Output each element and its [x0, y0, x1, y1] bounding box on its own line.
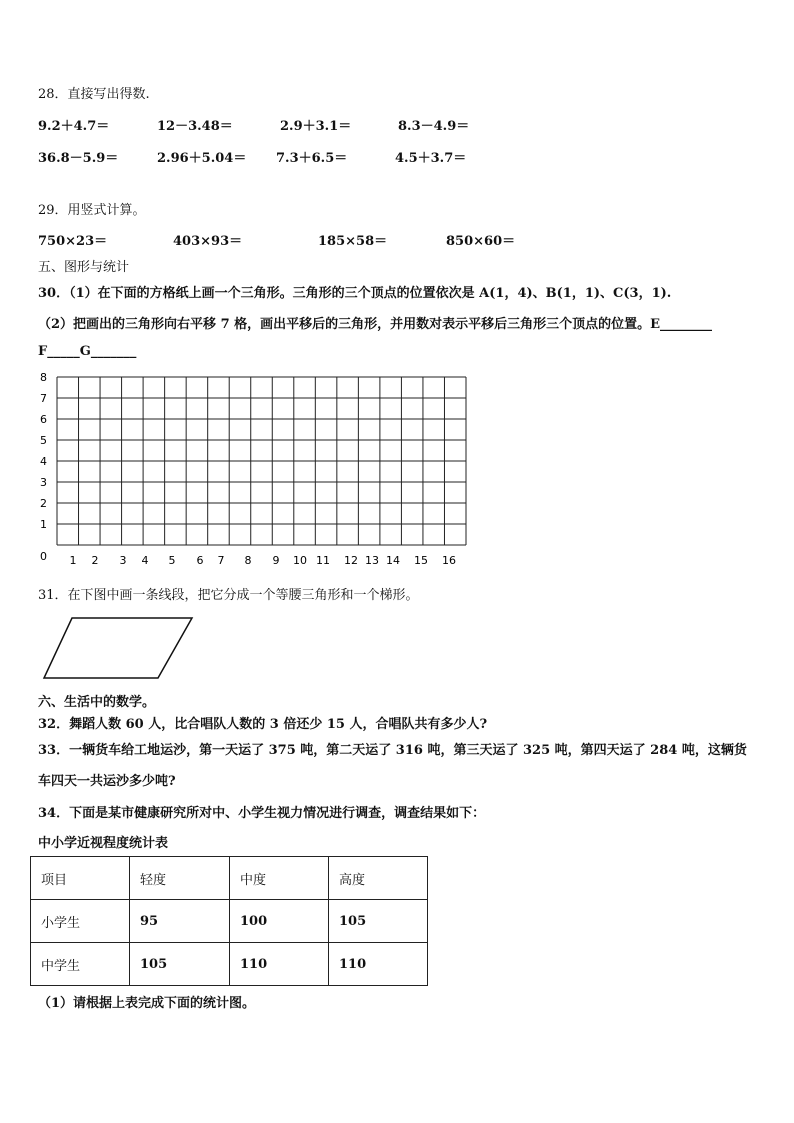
- q28-expr: 36.8－5.9＝: [38, 151, 119, 166]
- stats-table-title: 中小学近视程度统计表: [38, 836, 169, 851]
- table-cell: 110: [329, 943, 428, 986]
- q31-title: 31．在下图中画一条线段，把它分成一个等腰三角形和一个梯形。: [38, 588, 419, 603]
- table-cell: 105: [329, 900, 428, 943]
- grid-y-label: 0: [40, 550, 47, 563]
- section-heading: 六、生活中的数学。: [38, 695, 156, 710]
- table-row-label: 小学生: [31, 900, 130, 943]
- grid-x-label: 14: [386, 554, 400, 567]
- q29-expr: 185×58＝: [318, 234, 388, 249]
- grid-y-label: 8: [40, 371, 47, 384]
- grid-y-label: 4: [40, 455, 47, 468]
- grid-x-label: 5: [168, 554, 176, 567]
- q30-part3: F_____G_______: [38, 344, 137, 359]
- grid-x-label: 1: [69, 554, 77, 567]
- grid-x-label: 6: [196, 554, 204, 567]
- table-cell: 110: [230, 943, 329, 986]
- grid-x-label: 8: [244, 554, 252, 567]
- table-cell: 100: [230, 900, 329, 943]
- q29-expr: 403×93＝: [173, 234, 243, 249]
- grid-x-label: 15: [414, 554, 428, 567]
- grid-y-label: 5: [40, 434, 47, 447]
- q33-line1: 33．一辆货车给工地运沙，第一天运了 375 吨，第二天运了 316 吨，第三天运了 325 吨，第四天运了 284 吨，这辆货: [38, 743, 747, 758]
- grid-x-label: 4: [141, 554, 149, 567]
- table-header-cell: 中度: [230, 857, 329, 900]
- grid-x-label: 13: [365, 554, 379, 567]
- grid-y-labels: [40, 371, 47, 563]
- q28-expr: 2.96＋5.04＝: [157, 151, 247, 166]
- grid-x-label: 3: [119, 554, 127, 567]
- q32-text: 32．舞蹈人数 60 人，比合唱队人数的 3 倍还少 15 人，合唱队共有多少人?: [38, 717, 488, 732]
- table-header-cell: 高度: [329, 857, 428, 900]
- grid-y-label: 3: [40, 476, 47, 489]
- q33-line2: 车四天一共运沙多少吨?: [38, 774, 176, 789]
- table-row: [31, 943, 428, 986]
- grid-y-label: 7: [40, 392, 47, 405]
- table-header-row: [31, 857, 428, 900]
- q28-expr: 12－3.48＝: [157, 119, 233, 134]
- table-row-label: 中学生: [31, 943, 130, 986]
- q29-title: 29．用竖式计算。: [38, 203, 146, 218]
- q34-title: 34．下面是某市健康研究所对中、小学生视力情况进行调查，调查结果如下：: [38, 806, 486, 821]
- grid-lines: [57, 377, 466, 545]
- parallelogram-figure[interactable]: [40, 612, 200, 682]
- q29-expr: 750×23＝: [38, 234, 108, 249]
- table-row: [31, 900, 428, 943]
- grid-x-label: 7: [217, 554, 225, 567]
- table-cell: 105: [130, 943, 230, 986]
- grid-y-label: 2: [40, 497, 47, 510]
- grid-x-label: 11: [316, 554, 330, 567]
- table-cell: 95: [130, 900, 230, 943]
- q28-expr: 4.5＋3.7＝: [395, 151, 467, 166]
- q28-title: 28．直接写出得数.: [38, 87, 150, 102]
- q30-part1: 30．（1）在下面的方格纸上画一个三角形。三角形的三个顶点的位置依次是 A(1，4)、B(1，1)、C(3，1).: [38, 286, 672, 301]
- grid-x-label: 10: [293, 554, 307, 567]
- section-heading: 五、图形与统计: [38, 260, 130, 275]
- grid-x-label: 12: [344, 554, 358, 567]
- table-header-cell: 项目: [31, 857, 130, 900]
- q28-expr: 8.3－4.9＝: [398, 119, 470, 134]
- grid-x-label: 9: [272, 554, 280, 567]
- grid-y-label: 6: [40, 413, 47, 426]
- stats-table: [30, 856, 428, 986]
- grid-paper[interactable]: [30, 370, 475, 570]
- q29-expr: 850×60＝: [446, 234, 516, 249]
- grid-x-label: 16: [442, 554, 456, 567]
- grid-x-label: 2: [91, 554, 99, 567]
- grid-x-labels: [70, 554, 457, 567]
- grid-y-label: 1: [40, 518, 47, 531]
- q28-expr: 7.3＋6.5＝: [276, 151, 348, 166]
- q34-sub1: （1）请根据上表完成下面的统计图。: [38, 996, 256, 1011]
- q30-part2: （2）把画出的三角形向右平移 7 格，画出平移后的三角形，并用数对表示平移后三角形三个顶点的位置。E________: [38, 317, 713, 332]
- q28-expr: 9.2＋4.7＝: [38, 119, 110, 134]
- table-header-cell: 轻度: [130, 857, 230, 900]
- parallelogram-shape: [44, 618, 192, 678]
- q28-expr: 2.9＋3.1＝: [280, 119, 352, 134]
